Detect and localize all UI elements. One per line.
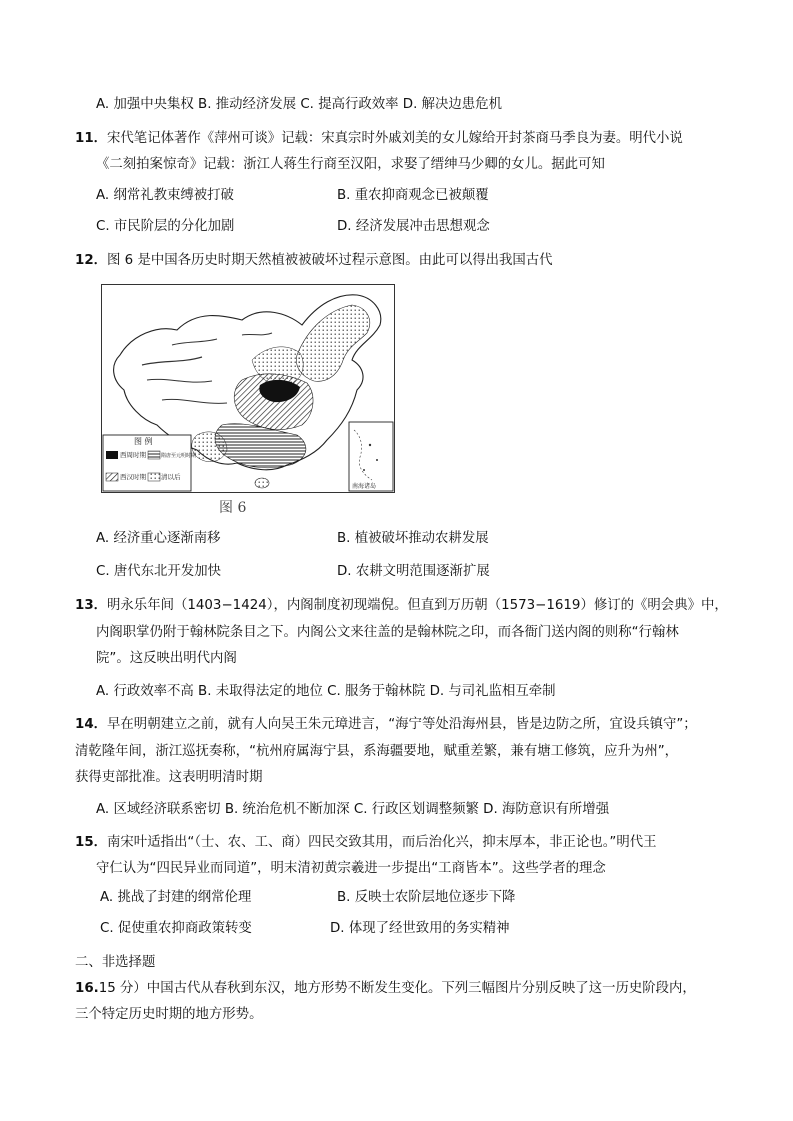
q14-stem-line3: 获得吏部批准。这表明明清时期 [75,770,263,785]
q16-stem-line2: 三个特定历史时期的地方形势。 [75,1007,263,1022]
q14-options: A. 区域经济联系密切 B. 统治危机不断加深 C. 行政区划调整频繁 D. 海防意识有所增强 [96,802,610,817]
q16-number: 16. [75,981,99,996]
legend-label-xizhou: 西周时期 [120,451,146,459]
q11-option-b: B. 重农抑商观念已被颠覆 [337,188,489,203]
q13-stem-line3: 院”。这反映出明代内阁 [96,651,237,666]
q13-options: A. 行政效率不高 B. 未取得法定的地位 C. 服务于翰林院 D. 与司礼监相互牵制 [96,684,556,699]
q12-option-b: B. 植被破坏推动农耕发展 [337,531,489,546]
vegetation-map-figure [101,284,395,493]
q11-option-d: D. 经济发展冲击思想观念 [337,219,490,234]
q14-number: 14． [75,717,108,732]
south-sea-inset [349,422,393,491]
q15-option-b: B. 反映士农阶层地位逐步下降 [337,890,516,905]
q12-number: 12． [75,253,108,268]
legend-swatch-xihan [106,473,118,481]
q15-stem-line2: 守仁认为“四民异业而同道”，明末清初黄宗羲进一步提出“工商皆本”。这些学者的理念 [96,861,606,876]
legend-swatch-xizhou [106,451,118,459]
q12-option-c: C. 唐代东北开发加快 [96,564,221,579]
q12-option-a: A. 经济重心逐渐南移 [96,531,221,546]
q11-option-c: C. 市民阶层的分化加剧 [96,219,235,234]
q15-option-a: A. 挑战了封建的纲常伦理 [100,890,252,905]
q15-option-d: D. 体现了经世致用的务实精神 [330,921,510,936]
q10-options: A. 加强中央集权 B. 推动经济发展 C. 提高行政效率 D. 解决边患危机 [96,97,502,112]
legend-label-xihan: 西汉时期 [120,473,146,481]
figure-caption: 图 6 [219,500,247,516]
q11-stem-line1: 11．宋代笔记体著作《萍州可谈》记载：宋真宗时外戚刘美的女儿嫁给开封茶商马季良为妻。明代小说 [75,131,683,146]
q13-number: 13． [75,598,108,613]
q15-stem-line1: 15．南宋叶适指出“（士、农、工、商）四民交致其用，而后治化兴，抑末厚本，非正论也。”明代王 [75,835,657,850]
legend-label-suitang: 隋唐至元明时期 [161,453,197,459]
q11-number: 11． [75,131,108,146]
q12-stem: 12．图 6 是中国各历史时期天然植被被破坏过程示意图。由此可以得出我国古代 [75,253,553,268]
q11-stem-line2: 《二刻拍案惊奇》记载：浙江人蒋生行商至汉阳，求娶了缙绅马少卿的女儿。据此可知 [96,157,605,172]
q14-stem-line2: 清乾隆年间，浙江巡抚奏称，“杭州府属海宁县，系海疆要地，赋重差繁，兼有塘工修筑，应升为州”， [75,744,679,759]
q12-option-d: D. 农耕文明范围逐渐扩展 [337,564,490,579]
section-heading-nonchoice: 二、非选择题 [75,955,156,970]
china-map-illustration [102,285,394,492]
q16-stem-line1: 16.15 分）中国古代从春秋到东汉，地方形势不断发生变化。下列三幅图片分别反映了这一历史阶段内， [75,981,696,996]
legend-title: 图 例 [134,437,153,446]
q15-option-c: C. 促使重农抑商政策转变 [100,921,252,936]
legend-label-qing: 清以后 [161,473,181,481]
q13-stem-line1: 13．明永乐年间（1403−1424），内阁制度初现端倪。但直到万历朝（1573−1619）修订的《明会典》中， [75,598,728,613]
legend-swatch-suitang [148,451,160,459]
legend-swatch-qing [148,473,160,481]
inset-label: 南海诸岛 [352,483,377,490]
q15-number: 15． [75,835,108,850]
q14-stem-line1: 14．早在明朝建立之前，就有人向吴王朱元璋进言，“海宁等处沿海州县，皆是边防之所，宜设兵镇守”； [75,717,697,732]
q11-option-a: A. 纲常礼教束缚被打破 [96,188,234,203]
q13-stem-line2: 内阁职掌仍附于翰林院条目之下。内阁公文来往盖的是翰林院之印，而各衙门送内阁的则称“行翰林 [96,625,679,640]
